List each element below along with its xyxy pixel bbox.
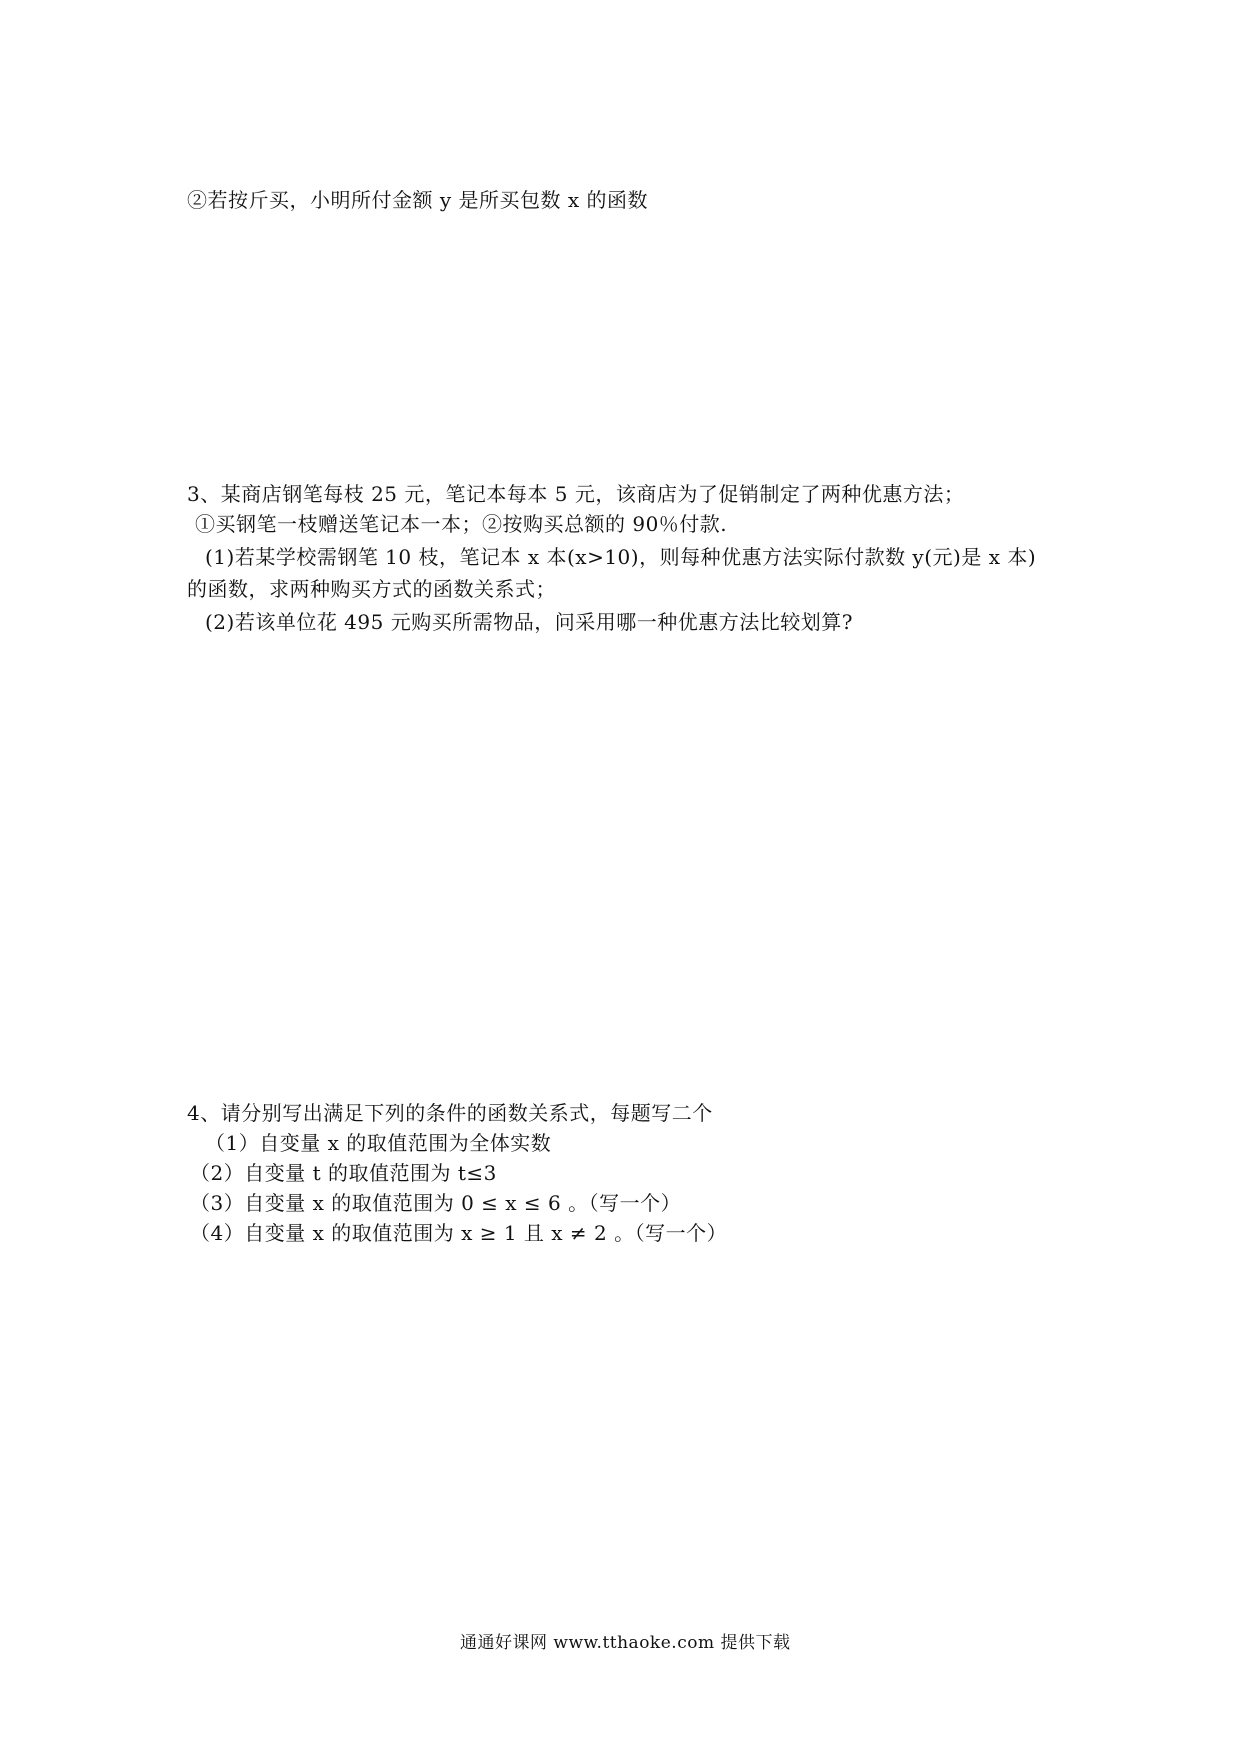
question-4-item-3: （3）自变量 x 的取值范围为 0 ≤ x ≤ 6 。（写一个） [190, 1191, 682, 1215]
question-3-stem: 3、某商店钢笔每枝 25 元，笔记本每本 5 元，该商店为了促销制定了两种优惠方法； [187, 482, 965, 506]
question-3-offers: ①买钢笔一枝赠送笔记本一本；②按购买总额的 90％付款. [195, 512, 728, 536]
question-3-sub-1-cont: 的函数，求两种购买方式的函数关系式； [187, 577, 556, 601]
question-4-item-1: （1）自变量 x 的取值范围为全体实数 [205, 1131, 552, 1155]
question-3-sub-1: (1)若某学校需钢笔 10 枝，笔记本 x 本(x>10)，则每种优惠方法实际付款数 y(元)是 x 本) [205, 545, 1037, 569]
question-3-sub-2: (2)若该单位花 495 元购买所需物品，问采用哪一种优惠方法比较划算? [205, 610, 853, 634]
question-4-item-4: （4）自变量 x 的取值范围为 x ≥ 1 且 x ≠ 2 。（写一个） [190, 1221, 728, 1245]
question-4-stem: 4、请分别写出满足下列的条件的函数关系式，每题写二个 [187, 1101, 713, 1125]
question-2-part-2: ②若按斤买，小明所付金额 y 是所买包数 x 的函数 [187, 188, 649, 212]
question-4-item-2: （2）自变量 t 的取值范围为 t≤3 [190, 1161, 497, 1185]
page-footer: 通通好课网 www.tthaoke.com 提供下载 [460, 1633, 791, 1653]
